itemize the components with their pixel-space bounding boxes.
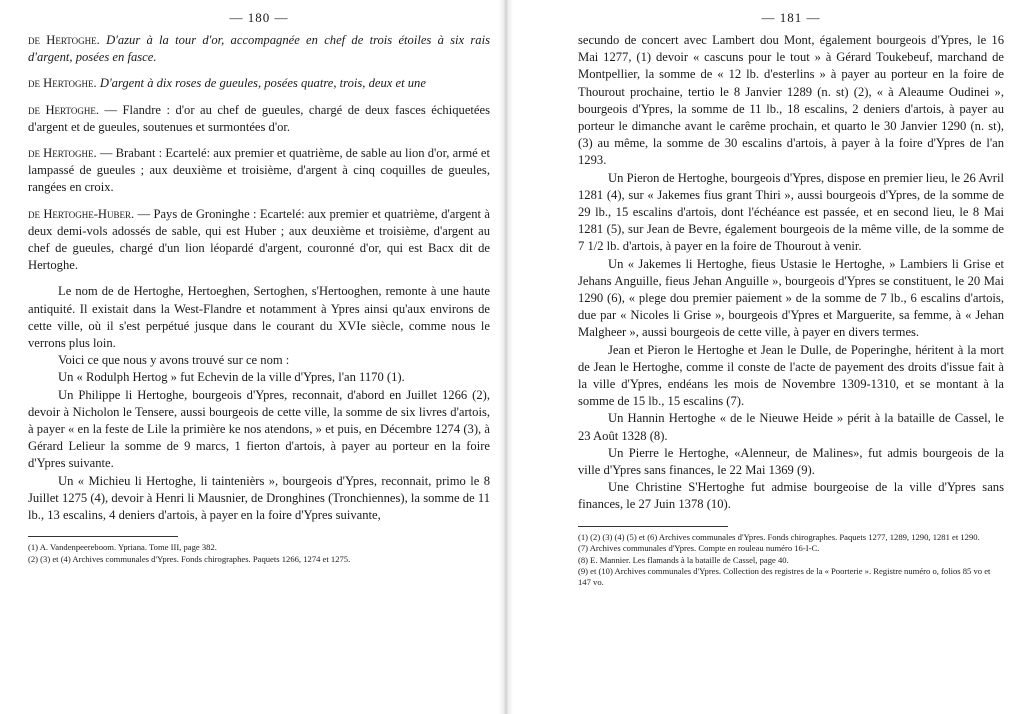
- family-name: de Hertoghe.: [28, 102, 100, 117]
- family-name: de Hertoghe.: [28, 146, 97, 161]
- family-name: de Hertoghe-Huber.: [28, 206, 135, 221]
- family-name: de Hertoghe.: [28, 76, 97, 91]
- body-paragraph: Le nom de de Hertoghe, Hertoeghen, Sertoghen, s'Hertooghen, remonte à une haute antiquité. Il existait dans la West-Flandre et notamment à Ypres ainsi qu'aux environs de cette ville, où il s'est perpétué jusque dans le courant du XVIe siècle, comme nous le verrons plus loin.: [28, 284, 490, 351]
- footnote: (1) (2) (3) (4) (5) et (6) Archives communales d'Ypres. Fonds chirographes. Paquets 1277, 1289, 1290, 1281 et 1290.: [578, 531, 980, 542]
- arms-entry: [28, 32, 490, 66]
- right-page: [512, 0, 1024, 714]
- body-paragraph: Un Hannin Hertoghe « de le Nieuwe Heide » périt à la bataille de Cassel, le 23 Août 1328 (8).: [578, 411, 1004, 443]
- page-number: — 181 —: [761, 10, 821, 25]
- body-paragraph: Un Pieron de Hertoghe, bourgeois d'Ypres, dispose en premier lieu, le 26 Avril 1281 (4), sur « Jakemes fius grant Thiri », aussi bourgeois d'Ypres, de la somme de 29 lb., 15 escalins d'artois, dont l'échéance est passée, et en second lieu, le 8 Mai 1281 (5), sur Jean de Bevre, également bourgeois de la même ville, de la somme de 7 1/2 lb. d'artois, à payer en la foire de Thourout à venir.: [578, 170, 1004, 254]
- page-number: — 180 —: [229, 10, 289, 25]
- arms-entry: [28, 145, 490, 197]
- body-paragraph: Un « Michieu li Hertoghe, li taintenièrs », bourgeois d'Ypres, reconnait, primo le 8 Juillet 1275 (4), devoir à Henri li Mausnier, de Dronghines (Tronchiennes), la somme de 11 lb., 13 escalins, 4 deniers d'artois, à payer en la foire d'Ypres suivante,: [28, 473, 490, 523]
- family-name: de Hertoghe.: [28, 33, 100, 47]
- arms-entry: [28, 206, 490, 275]
- footnote: (2) (3) et (4) Archives communales d'Ypres. Fonds chirographes. Paquets 1266, 1274 et 1275.: [28, 553, 351, 564]
- footnote: (7) Archives communales d'Ypres. Compte en rouleau numéro 16-I-C.: [578, 543, 820, 554]
- footnote: (9) et (10) Archives communales d'Ypres. Collection des registres de la « Poorterie ». Registre numéro o, folios 85 vo et 147 vo.: [578, 565, 991, 588]
- body-paragraph: Un « Jakemes li Hertoghe, fieus Ustasie le Hertoghe, » Lambiers li Grise et Jehans Anguille, fieus Jehan Anguille », bourgeois d'Ypres se constituent, le 20 Mai 1290 (6), « plege dou premier paiement » de la somme de 7 lb., 6 escalins d'artois, due par « Nicoles li Grise », bourgeois d'Ypres et Marguerite, sa femme, à « Jehan Malgheer », aussi bourgeois de cette ville, à payer en divers termes.: [578, 256, 1004, 340]
- footnote: (8) E. Mannier. Les flamands à la bataille de Cassel, page 40.: [578, 554, 789, 565]
- body-paragraph: secundo de concert avec Lambert dou Mont, également bourgeois d'Ypres, le 16 Mai 1277, (1) devoir « cascuns pour le tout » à Gérard Toukebeuf, marchand de Montpellier, la somme de « 12 lb. d'esterlins » à payer au porteur en la foire de Thourout prochaine, tertio le 8 Janvier 1289 (n. st) (2), « à Aleaume Oudinei », bourgeois d'Ypres, la somme de 11 lb., 18 escalins, 2 deniers d'artois, à payer au porteur le dimanche avant le carême prochain, et quarto le 30 Janvier 1290 (n. st), (3) au même, la somme de 30 escalins d'artois, à payer à la foire d'Ypres de l'an 1293.: [578, 33, 1004, 168]
- body-paragraph: Une Christine S'Hertoghe fut admise bourgeoise de la ville d'Ypres sans finances, le 27 Juin 1378 (10).: [578, 480, 1004, 512]
- body-paragraph: Voici ce que nous y avons trouvé sur ce nom :: [58, 353, 290, 368]
- arms-entry: [28, 75, 490, 92]
- blazon-text: — Flandre : d'or au chef de gueules, chargé de deux fasces échiquetées d'argent et de gueules, soutenues et surmontées d'or.: [28, 102, 490, 134]
- blazon-text: — Pays de Groninghe : Ecartelé: aux premier et quatrième, d'argent à deux demi-vols adossés de sable, qui est Huber ; aux deuxième et troisième, d'argent au chef de gueules, chargé d'un lion léopardé d'argent, couronné d'or, qui est Bacx dit de Hertoghe.: [28, 206, 490, 273]
- body-paragraph: Jean et Pieron le Hertoghe et Jean le Dulle, de Poperinghe, héritent à la mort de Jean le Hertoghe, comme il conste de l'acte de payement des droits d'issue fait à la ville d'Ypres, endéans les mois de Novembre 1309-1310, et se montant à la somme de 15 lb., 15 escalins (7).: [578, 342, 1004, 409]
- footnote: (1) A. Vandenpeereboom. Ypriana. Tome III, page 382.: [28, 542, 217, 553]
- blazon-text: D'azur à la tour d'or, accompagnée en chef de trois étoiles à six rais d'argent, posées en fasce.: [28, 33, 490, 65]
- footnote-divider: [578, 526, 728, 527]
- arms-entry: [28, 102, 490, 136]
- body-paragraph: Un Pierre le Hertoghe, «Alenneur, de Malines», fut admis bourgeois de la ville d'Ypres sans finances, le 22 Mai 1369 (9).: [578, 445, 1004, 478]
- blazon-text: — Brabant : Ecartelé: aux premier et quatrième, de sable au lion d'or, armé et lampassé de gueules ; aux deuxième et troisième, d'argent à cinq coquilles de gueules, rangées en croix.: [28, 146, 490, 195]
- footnote-divider: [28, 536, 178, 537]
- body-paragraph: Un Philippe li Hertoghe, bourgeois d'Ypres, reconnait, d'abord en Juillet 1266 (2), devoir à Nicholon le Tensere, aussi bourgeois de cette ville, la somme de six livres d'artois, à payer « en la feste de Lile la primière ke nos atendons, » et puis, en Décembre 1274 (3), à Gérard Lelieur la somme de 9 marcs, 1 fierton d'artois, à payer au porteur en la foire d'Ypres suivante.: [28, 387, 490, 471]
- blazon-text: D'argent à dix roses de gueules, posées quatre, trois, deux et une: [99, 76, 426, 91]
- body-paragraph: Un « Rodulph Hertog » fut Echevin de la ville d'Ypres, l'an 1170 (1).: [58, 370, 405, 385]
- left-page: [0, 0, 506, 714]
